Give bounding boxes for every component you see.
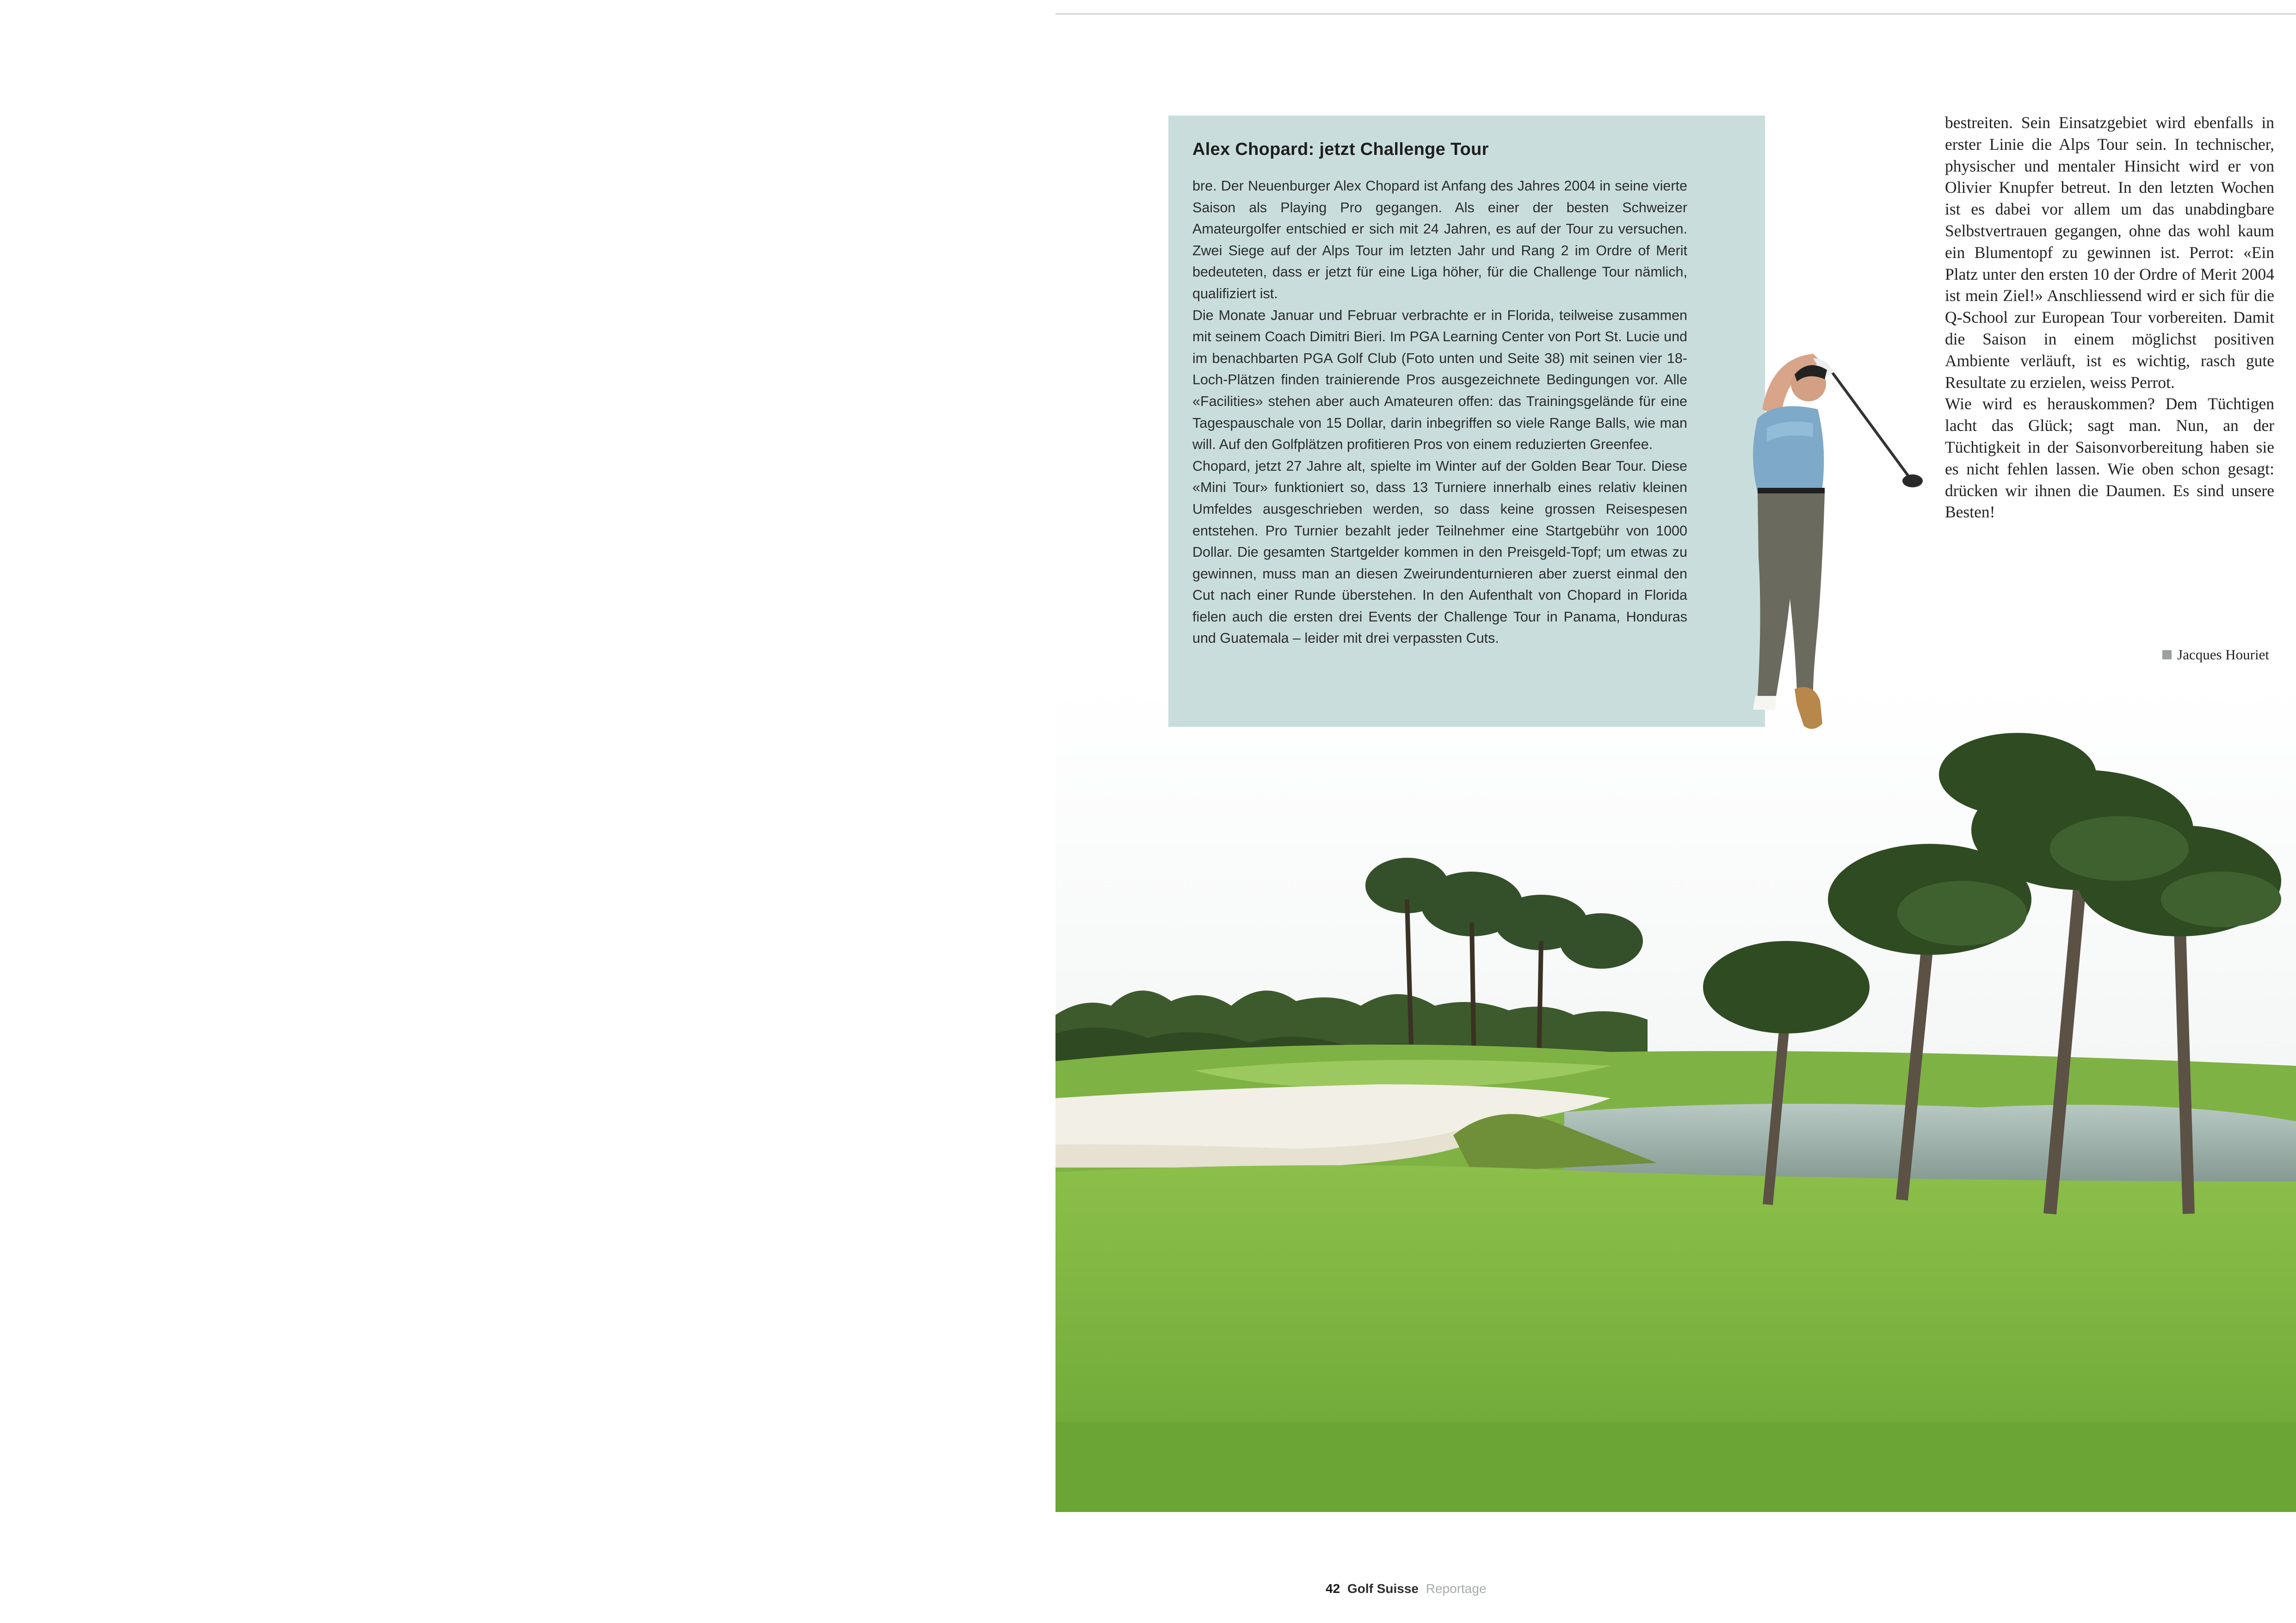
byline-square-icon [2162, 650, 2172, 659]
byline [2162, 646, 2269, 663]
article-paragraph: Wie wird es herauskommen? Dem Tüchtigen lacht das Glück; sagt man. Nun, an der Tüchtigkeit in der Saisonvorbereitung haben sie es nicht fehlen lassen. Wie oben schon gesagt: drücken wir ihnen die Daumen. Es sind unsere Besten! [1945, 394, 2274, 522]
sidebar-title: Alex Chopard: jetzt Challenge Tour [1192, 140, 1489, 159]
article-paragraph: bestreiten. Sein Einsatzgebiet wird ebenfalls in erster Linie die Alps Tour sein. In technischer, physischer und mentaler Hinsicht wird er von Olivier Knupfer betreut. In den letzten Wochen ist es dabei vor allem um das unabdingbare Selbstvertrauen gegangen, ohne das wohl kaum ein Blumentopf zu gewinnen ist. Perrot: «Ein Platz unter den ersten 10 der Ordre of Merit 2004 ist mein Ziel!» Anschliessend wird er sich für die Q-School zur European Tour vorbereiten. Damit die Saison in einem möglichst positiven Ambiente verläuft, ist es wichtig, rasch gute Resultate zu erzielen, weiss Perrot. [1945, 113, 2274, 392]
page-footer [1326, 1581, 1487, 1596]
article-column [1945, 112, 2274, 523]
golfer-photo [1707, 340, 1929, 738]
byline-author: Jacques Houriet [2177, 646, 2269, 663]
section-name: Reportage [1426, 1581, 1487, 1596]
sidebar-box [1168, 116, 1765, 727]
sidebar-paragraph: bre. Der Neuenburger Alex Chopard ist Anfang des Jahres 2004 in seine vierte Saison als Playing Pro gegangen. Als einer der besten Schweizer Amateurgolfer entschied er sich mit 24 Jahren, es auf der Tour zu versuchen. Zwei Siege auf der Alps Tour im letzten Jahr und Rang 2 im Ordre of Merit bedeuteten, dass er jetzt für eine Liga höher, für die Challenge Tour nämlich, qualifiziert ist. [1192, 178, 1687, 301]
golf-course-photo [1055, 682, 2296, 1512]
top-rule [1055, 13, 2296, 15]
sidebar-paragraph: Chopard, jetzt 27 Jahre alt, spielte im Winter auf der Golden Bear Tour. Diese «Mini Tour» funktioniert so, dass 13 Turniere innerhalb eines relativ kleinen Umfeldes ausgeschrieben werden, so dass keine grossen Reisespesen entstehen. Pro Turnier bezahlt jeder Teilnehmer eine Startgebühr von 1000 Dollar. Die gesamten Startgelder kommen in den Preisgeld-Topf; um etwas zu gewinnen, muss man an diesen Zweirundenturnieren aber zuerst einmal den Cut nach einer Runde überstehen. In den Aufenthalt von Chopard in Florida fielen auch die ersten drei Events der Challenge Tour in Panama, Honduras und Guatemala – leider mit drei verpassten Cuts. [1192, 458, 1687, 646]
magazine-name: Golf Suisse [1347, 1581, 1419, 1596]
page-number: 42 [1326, 1581, 1340, 1596]
sidebar-paragraph: Die Monate Januar und Februar verbrachte er in Florida, teilweise zusammen mit seinem Coach Dimitri Bieri. Im PGA Learning Center von Port St. Lucie und im benachbarten PGA Golf Club (Foto unten und Seite 38) mit seinen vier 18-Loch-Plätzen finden trainierende Pros ausgezeichnete Bedingungen vor. Alle «Facilities» stehen aber auch Amateuren offen: das Trainingsgelände für eine Tagespauschale von 15 Dollar, darin inbegriffen so viele Range Balls, wie man will. Auf den Golfplätzen profitieren Pros von einem reduzierten Greenfee. [1192, 307, 1687, 453]
